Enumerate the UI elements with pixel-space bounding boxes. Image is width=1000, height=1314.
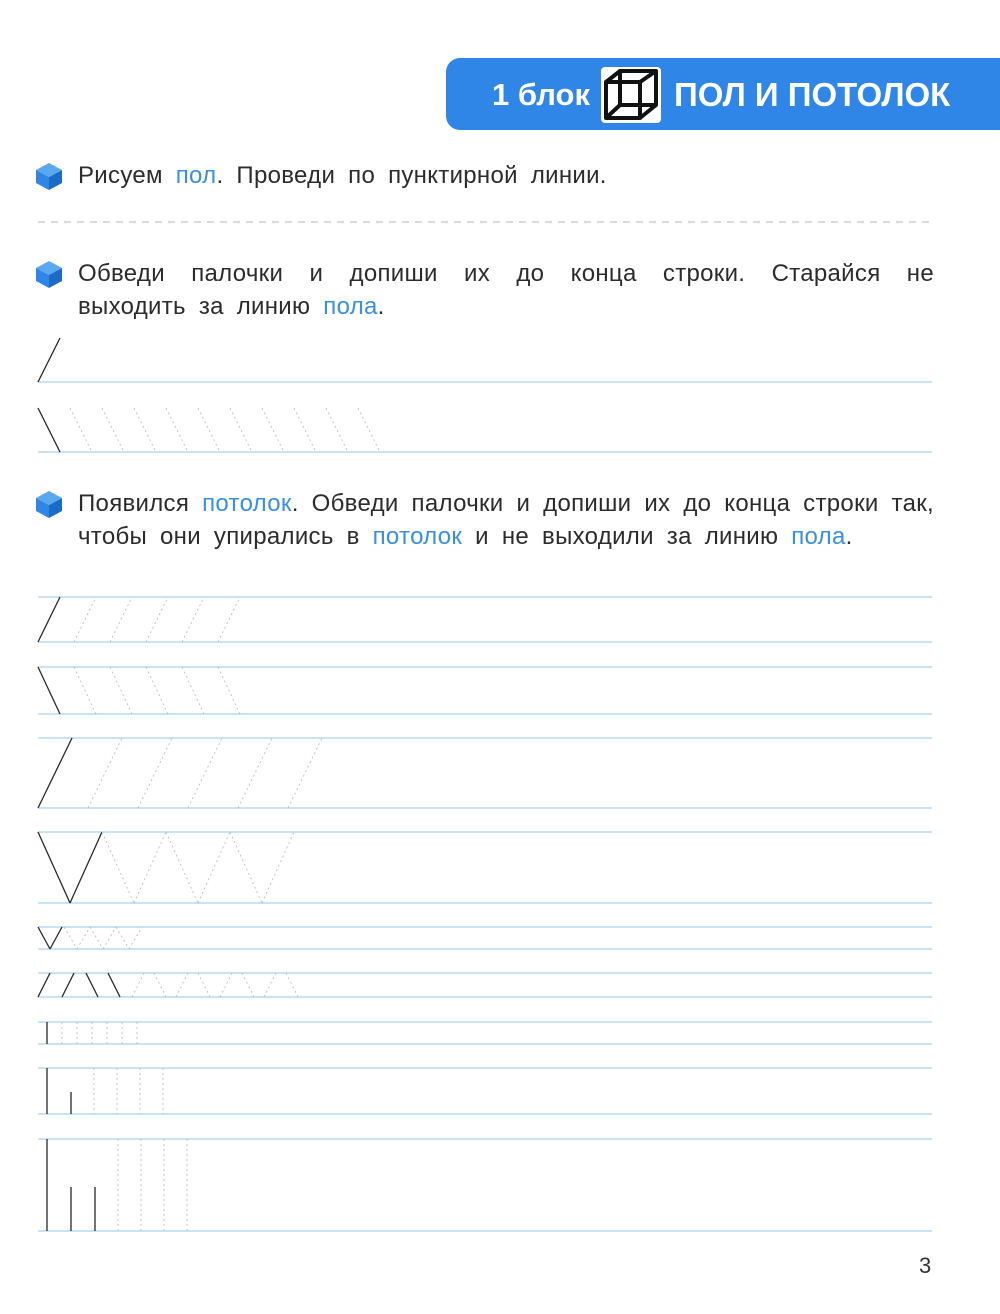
trace-v-stroke <box>103 927 116 949</box>
trace-v-stroke <box>102 832 134 903</box>
trace-backslash-stroke <box>262 408 284 452</box>
trace-slash-stroke <box>218 597 240 642</box>
trace-v-stroke <box>230 832 262 903</box>
trace-slash-stroke <box>238 738 272 808</box>
trace-v-stroke <box>198 832 230 903</box>
trace-backslash-stroke <box>242 973 254 997</box>
trace-slash-stroke <box>74 597 96 642</box>
sample-v-stroke <box>38 832 70 903</box>
term-ceiling: потолок <box>372 523 463 550</box>
page-number: 3 <box>919 1253 932 1278</box>
trace-backslash-stroke <box>70 408 92 452</box>
trace-slash-stroke <box>182 597 204 642</box>
trace-slash-stroke <box>146 597 168 642</box>
block-number: 1 блок <box>492 77 590 112</box>
trace-backslash-stroke <box>218 667 240 714</box>
trace-slash-stroke <box>220 973 232 997</box>
trace-backslash-stroke <box>294 408 316 452</box>
trace-v-stroke <box>90 927 103 949</box>
trace-v-stroke <box>77 927 90 949</box>
sample-v-stroke <box>38 927 50 949</box>
task-3-text-part: . <box>845 523 853 550</box>
trace-slash-stroke <box>176 973 188 997</box>
sample-slash-stroke <box>38 338 60 382</box>
task-3-text-part: Появился <box>78 490 203 517</box>
sample-v-stroke <box>70 832 102 903</box>
trace-slash-stroke <box>132 973 144 997</box>
task-2-text-part: . <box>377 293 385 320</box>
term-floor: пол <box>175 162 217 189</box>
term-floor: пола <box>323 293 378 320</box>
task-3-text-part: и не выходили за линию <box>462 523 792 550</box>
trace-backslash-stroke <box>182 667 204 714</box>
trace-v-stroke <box>64 927 77 949</box>
trace-backslash-stroke <box>230 408 252 452</box>
term-ceiling: потолок <box>202 490 292 517</box>
trace-backslash-stroke <box>102 408 124 452</box>
sample-backslash-stroke <box>108 973 120 997</box>
task-2-text-part: Обведи палочки и допиши их до конца строки. Старайся не выходить за линию <box>78 260 934 320</box>
trace-v-stroke <box>134 832 166 903</box>
trace-slash-stroke <box>288 738 322 808</box>
trace-slash-stroke <box>110 597 132 642</box>
trace-slash-stroke <box>188 738 222 808</box>
sample-slash-stroke <box>38 973 50 997</box>
sample-backslash-stroke <box>38 408 60 452</box>
trace-slash-stroke <box>88 738 122 808</box>
task-1-text-part: . Проведи по пунктирной линии. <box>216 162 607 189</box>
trace-v-stroke <box>262 832 294 903</box>
trace-backslash-stroke <box>154 973 166 997</box>
trace-backslash-stroke <box>326 408 348 452</box>
trace-slash-stroke <box>264 973 276 997</box>
trace-slash-stroke <box>138 738 172 808</box>
trace-v-stroke <box>129 927 142 949</box>
sample-backslash-stroke <box>86 973 98 997</box>
sample-v-stroke <box>50 927 62 949</box>
task-1-text-part: Рисуем <box>78 162 176 189</box>
sample-backslash-stroke <box>38 667 60 714</box>
trace-v-stroke <box>116 927 129 949</box>
ruled-lines <box>38 222 932 1231</box>
trace-backslash-stroke <box>198 973 210 997</box>
sample-slash-stroke <box>62 973 74 997</box>
sample-slash-stroke <box>38 738 72 808</box>
trace-backslash-stroke <box>74 667 96 714</box>
trace-backslash-stroke <box>146 667 168 714</box>
block-title: ПОЛ И ПОТОЛОК <box>674 76 951 113</box>
trace-v-stroke <box>166 832 198 903</box>
trace-backslash-stroke <box>286 973 298 997</box>
sample-slash-stroke <box>38 597 60 642</box>
trace-backslash-stroke <box>166 408 188 452</box>
trace-backslash-stroke <box>110 667 132 714</box>
trace-backslash-stroke <box>358 408 380 452</box>
task-3-text-part: . Обведи палочки и допиши их до конца строки так, чтобы они упирались в <box>78 490 934 550</box>
term-floor: пола <box>791 523 846 550</box>
trace-backslash-stroke <box>198 408 220 452</box>
trace-strokes <box>38 338 380 1231</box>
trace-backslash-stroke <box>134 408 156 452</box>
